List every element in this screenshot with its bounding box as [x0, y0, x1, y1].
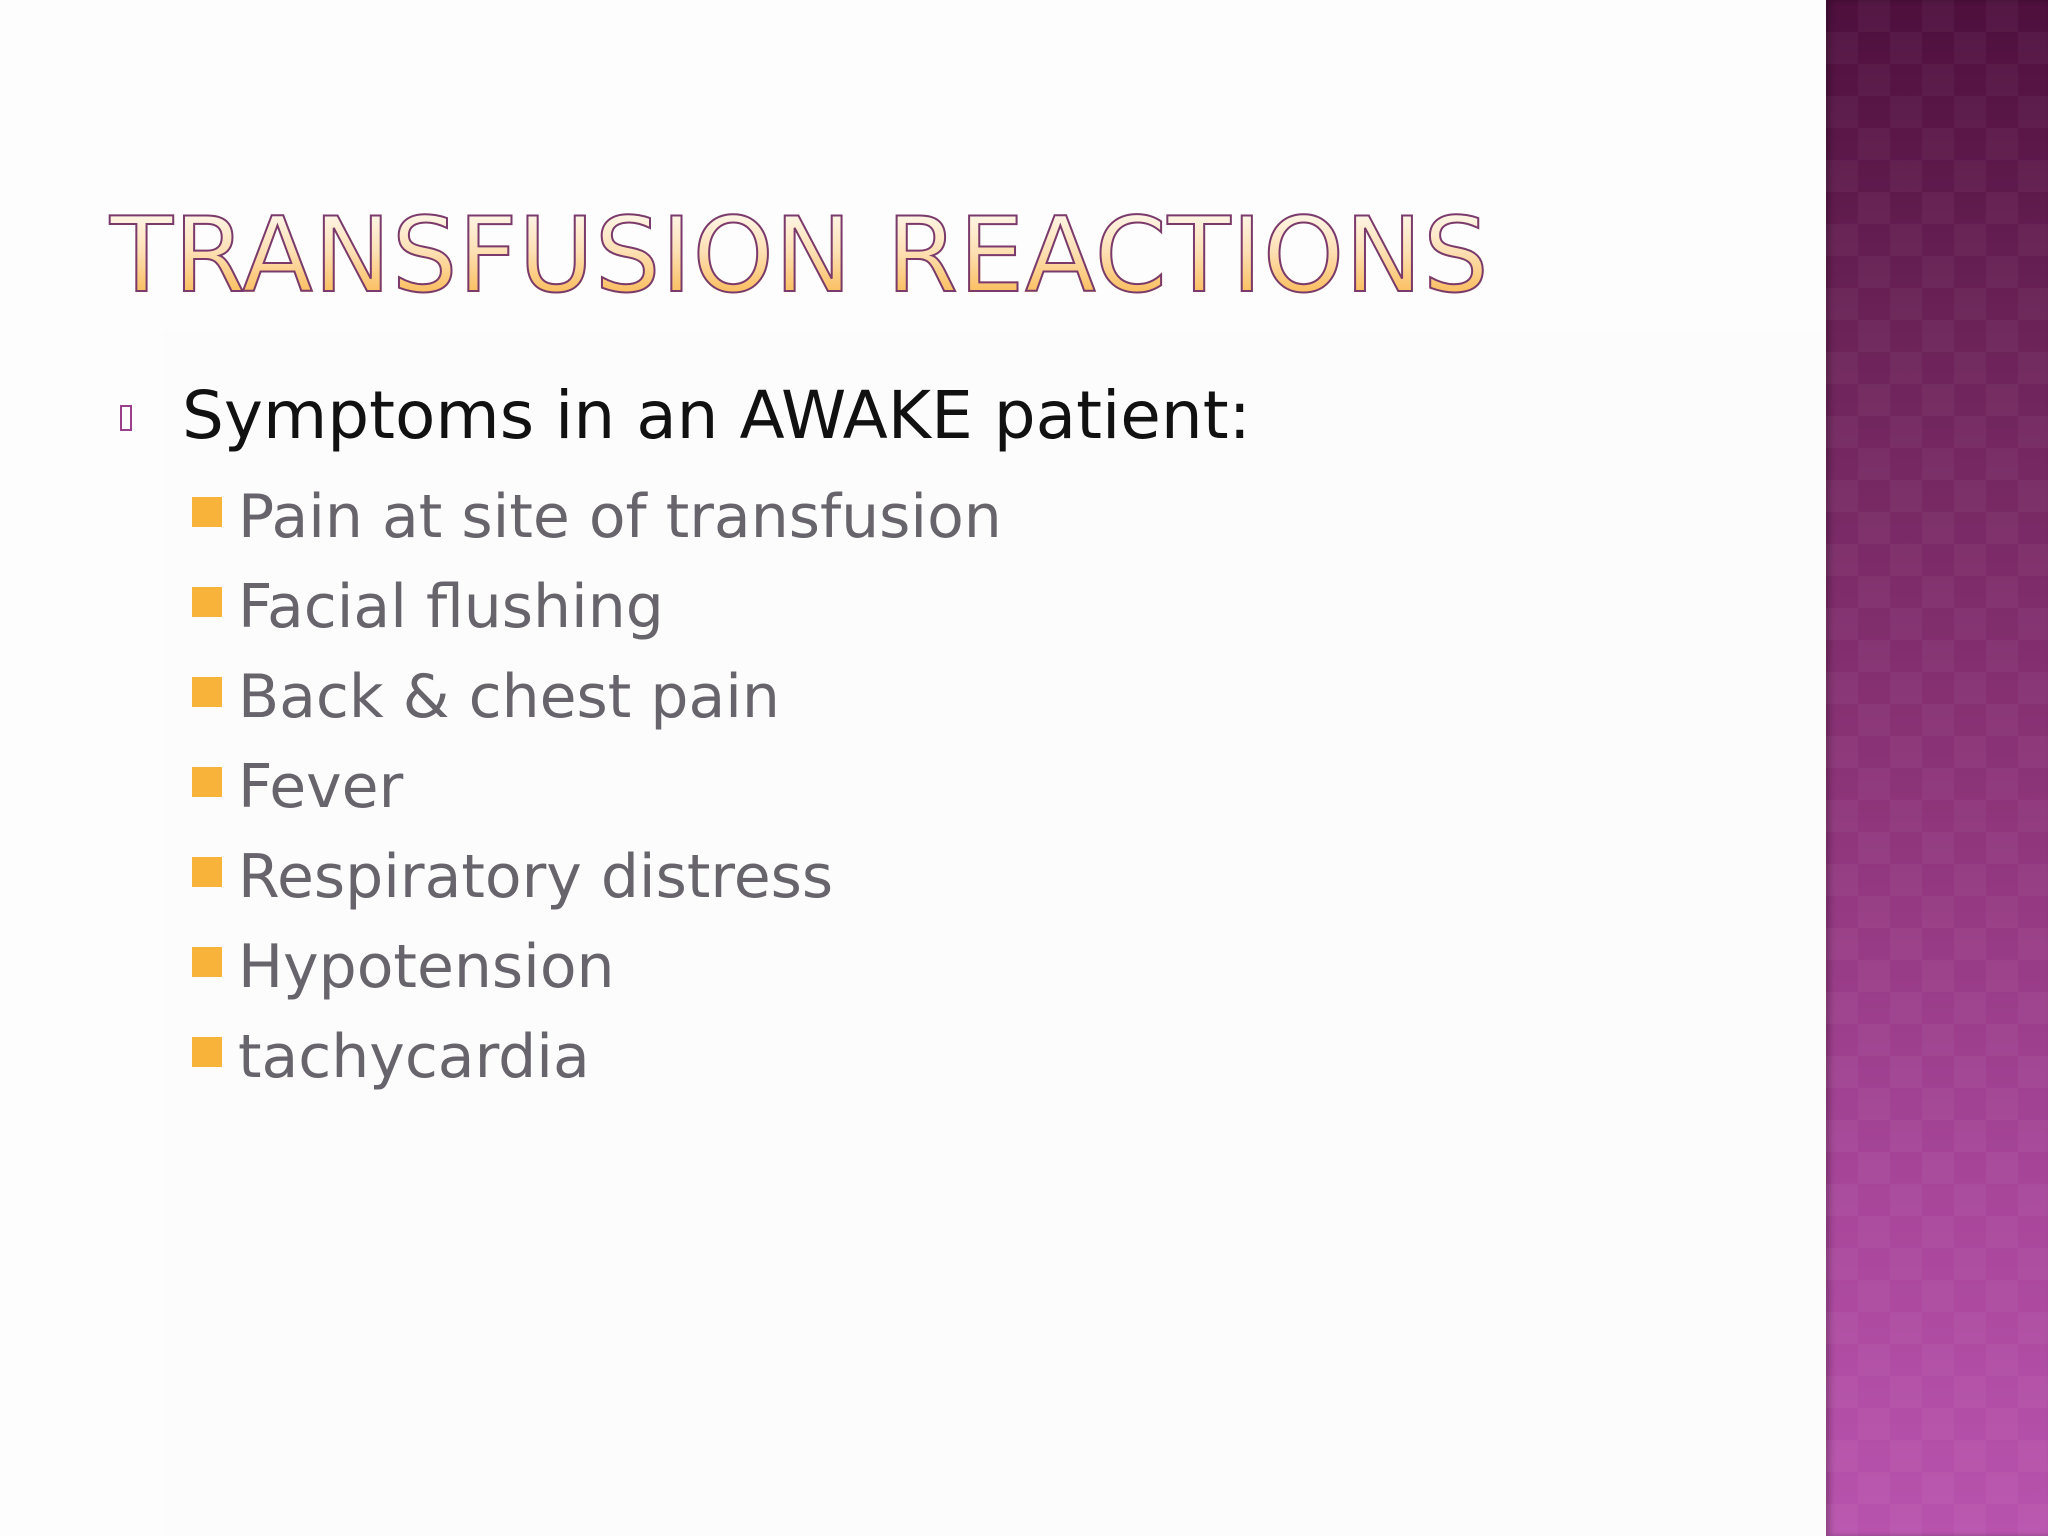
list-item-text: Back & chest pain — [238, 662, 780, 732]
square-bullet-icon — [192, 857, 222, 887]
list-item-text: Pain at site of transfusion — [238, 482, 1002, 552]
square-bullet-icon — [192, 767, 222, 797]
bullet-marker-icon — [120, 405, 132, 431]
list-item — [192, 922, 1002, 1012]
list-item-text: Facial flushing — [238, 572, 664, 642]
list-item-text: Hypotension — [238, 932, 615, 1002]
square-bullet-icon — [192, 677, 222, 707]
list-item — [192, 652, 1002, 742]
list-item — [192, 1012, 1002, 1102]
decorative-side-band — [1826, 0, 2048, 1536]
square-bullet-icon — [192, 947, 222, 977]
square-bullet-icon — [192, 1037, 222, 1067]
list-item — [192, 562, 1002, 652]
list-item-text: Respiratory distress — [238, 842, 834, 912]
square-bullet-icon — [192, 497, 222, 527]
slide-title: TRANSFUSION REACTIONS — [110, 196, 1490, 316]
list-item — [192, 832, 1002, 922]
bullet-heading — [120, 372, 1251, 460]
symptom-list — [192, 472, 1002, 1102]
side-band-pattern — [1826, 0, 2048, 1536]
list-item — [192, 742, 1002, 832]
list-item — [192, 472, 1002, 562]
list-item-text: Fever — [238, 752, 404, 822]
bullet-heading-text: Symptoms in an AWAKE patient: — [182, 377, 1251, 454]
list-item-text: tachycardia — [238, 1022, 590, 1092]
square-bullet-icon — [192, 587, 222, 617]
